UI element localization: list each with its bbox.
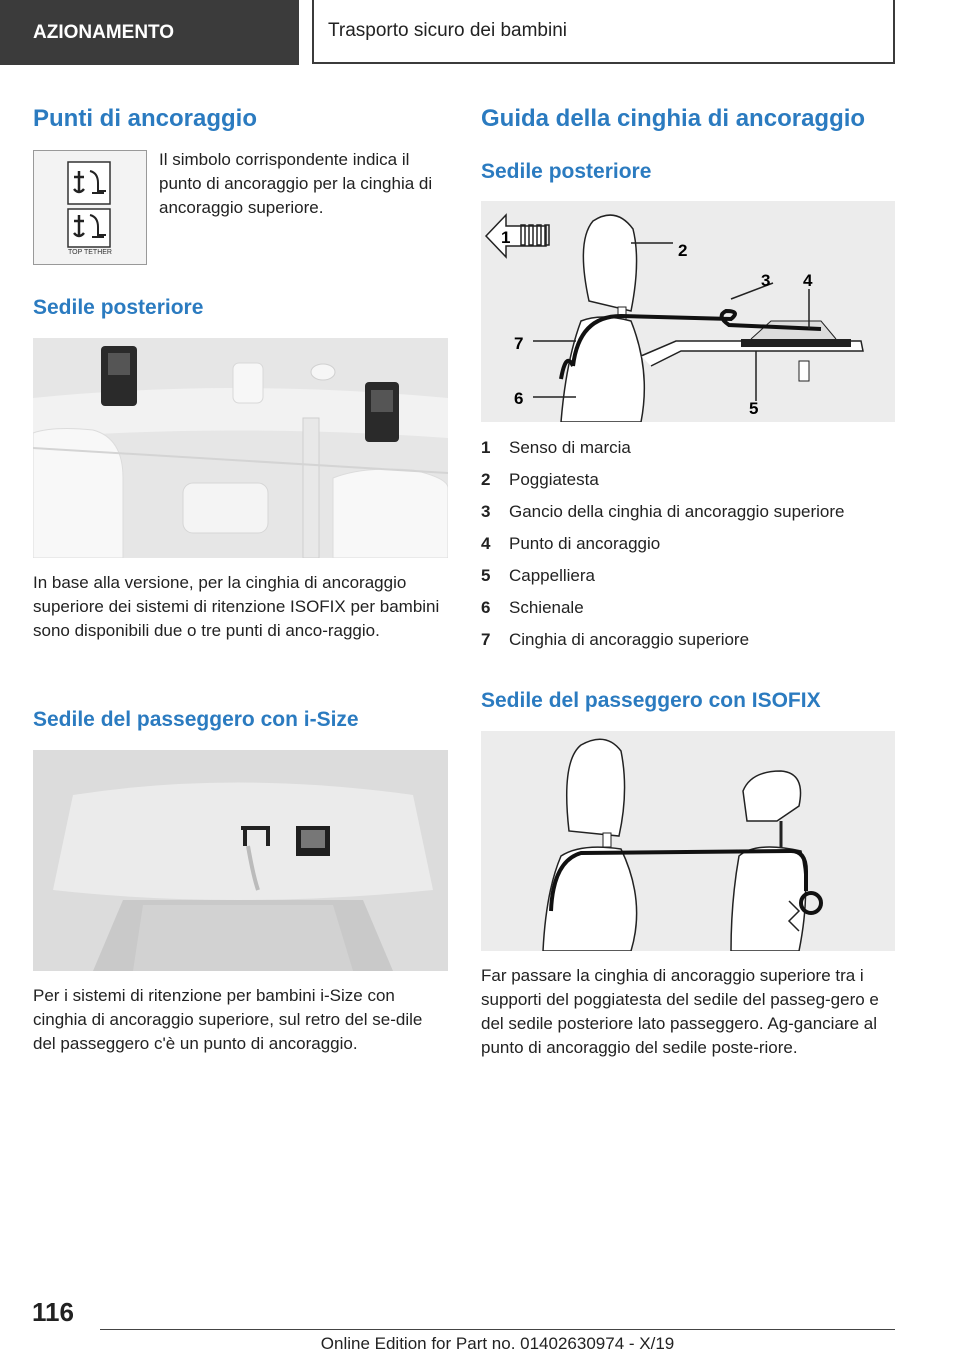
- legend-item: 5 Cappelliera: [481, 566, 595, 585]
- diagram-label-6: 6: [514, 389, 524, 408]
- section-label: AZIONAMENTO: [33, 21, 175, 43]
- diagram-label-1: 1: [501, 228, 511, 247]
- legend-item: 3 Gancio della cinghia di ancoraggio superiore: [481, 502, 845, 521]
- footer-divider: [100, 1329, 895, 1330]
- top-tether-caption: TOP TETHER: [68, 249, 112, 256]
- anchor-seat-icon: [68, 209, 110, 247]
- rear-seat-heading-right: Sedile posteriore: [481, 160, 652, 183]
- passenger-isize-text: Per i sistemi di ritenzione per bambini i-Size con cinghia di ancoraggio superiore, sul retro del se-dile del passeggero c'è un punto di ancoraggio.: [33, 986, 423, 1053]
- rear-seat-diagram: [481, 201, 895, 422]
- passenger-isize-photo: [33, 750, 448, 971]
- diagram-label-3: 3: [761, 271, 771, 290]
- edition-footer: Online Edition for Part no. 01402630974 - X/19: [320, 1334, 675, 1353]
- isofix-heading: Sedile del passeggero con ISOFIX: [481, 689, 821, 712]
- diagram-legend: [481, 432, 895, 656]
- isofix-diagram: [481, 731, 895, 951]
- isofix-text: Far passare la cinghia di ancoraggio superiore tra i supporti del poggiatesta del sedile del passeg-gero e del sedile posteriore lato passeggero. Ag-ganciare al punto di ancoraggio del sedile poste-riore.: [481, 966, 879, 1057]
- diagram-label-4: 4: [803, 271, 813, 290]
- strap-guidance-title: Guida della cinghia di ancoraggio: [481, 105, 866, 132]
- top-tether-symbol-figure: [33, 150, 147, 265]
- symbol-description: Il simbolo corrispondente indica il punto di ancoraggio per la cinghia di ancoraggio superiore.: [159, 150, 433, 217]
- rear-seat-text: In base alla versione, per la cinghia di ancoraggio superiore dei sistemi di ritenzione ISOFIX per bambini sono disponibili due o tre punti di anco-raggio.: [33, 573, 440, 640]
- section-tab: [0, 0, 299, 65]
- legend-item: 4 Punto di ancoraggio: [481, 534, 661, 553]
- diagram-label-5: 5: [749, 399, 759, 418]
- passenger-isize-heading: Sedile del passeggero con i-Size: [33, 708, 359, 731]
- legend-item: 1 Senso di marcia: [481, 438, 631, 457]
- diagram-label-2: 2: [678, 241, 688, 260]
- topic-header: [312, 0, 895, 64]
- diagram-label-7: 7: [514, 334, 524, 353]
- legend-item: 6 Schienale: [481, 598, 584, 617]
- anchor-points-title: Punti di ancoraggio: [33, 105, 258, 132]
- rear-seat-heading-left: Sedile posteriore: [33, 296, 204, 319]
- anchor-seat-icon: [68, 162, 110, 204]
- page-number: 116: [32, 1297, 74, 1327]
- topic-label: Trasporto sicuro dei bambini: [328, 20, 568, 41]
- legend-item: 7 Cinghia di ancoraggio superiore: [481, 630, 750, 649]
- rear-seat-photo: [33, 338, 448, 558]
- legend-item: 2 Poggiatesta: [481, 470, 599, 489]
